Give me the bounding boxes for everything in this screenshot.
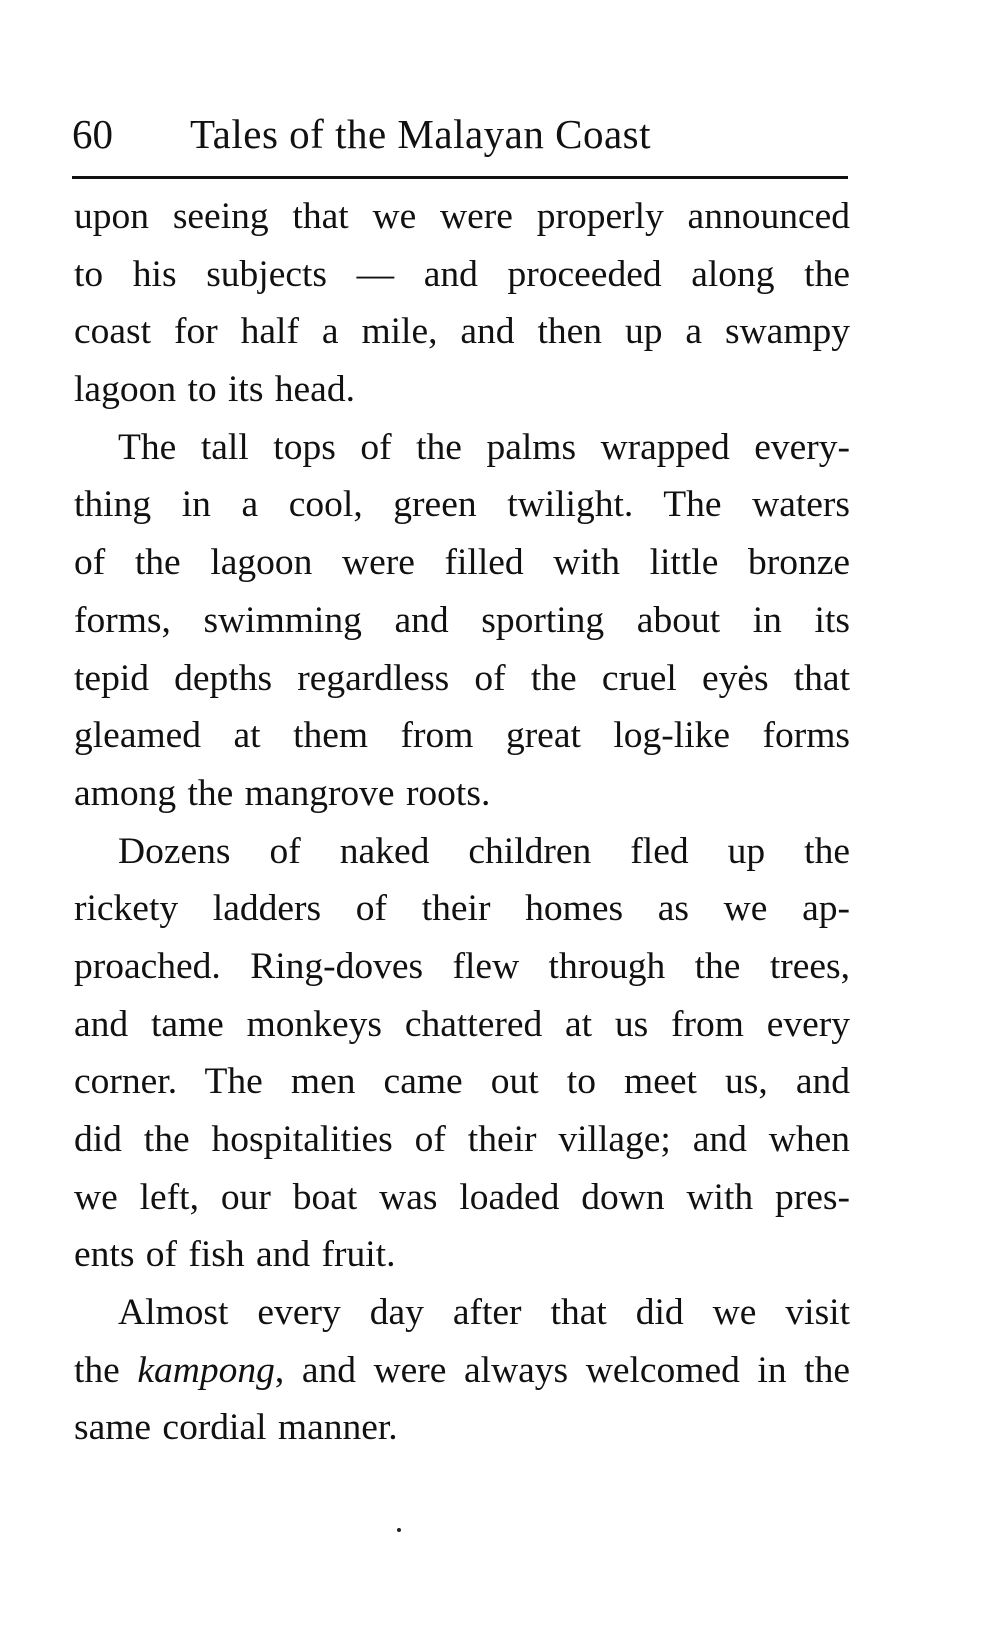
text-fragment: , and were always welcomed in the (274, 1349, 850, 1391)
text-line: Dozens of naked children fled up the (118, 830, 850, 872)
paragraph-4 (74, 1284, 850, 1457)
ink-speck (397, 1528, 401, 1532)
italic-word: kampong (137, 1349, 275, 1391)
text-line: same cordial manner. (74, 1407, 398, 1449)
text-line: upon seeing that we were properly announced (74, 196, 850, 237)
text-line: coast for half a mile, and then up a swampy (74, 311, 850, 353)
text-line: did the hospitalities of their village; and when (74, 1119, 850, 1160)
paragraph-1 (74, 188, 850, 419)
text-line: thing in a cool, green twilight. The waters (74, 484, 850, 526)
text-line: forms, swimming and sporting about in its (74, 599, 850, 641)
paragraph-2 (74, 419, 850, 823)
text-line: gleamed at them from great log-like forms (74, 715, 850, 757)
text-line: ents of fish and fruit. (74, 1234, 396, 1276)
text-line: proached. Ring-doves flew through the trees, (74, 945, 850, 987)
header-rule (72, 176, 848, 179)
text-line: lagoon to its head. (74, 369, 355, 411)
text-line: Almost every day after that did we visit (118, 1292, 850, 1334)
text-line: of the lagoon were filled with little bronze (74, 542, 850, 584)
paragraph-3 (74, 823, 850, 1285)
text-line: rickety ladders of their homes as we ap- (74, 888, 850, 930)
text-line: and tame monkeys chattered at us from every (74, 1003, 850, 1045)
text-line-with-italic (74, 1342, 850, 1400)
text-line: we left, our boat was loaded down with pres- (74, 1176, 850, 1218)
text-line: tepid depths regardless of the cruel eyės that (74, 657, 850, 699)
text-line: corner. The men came out to meet us, and (74, 1061, 850, 1103)
text-line: to his subjects — and proceeded along the (74, 253, 850, 295)
body-text (74, 188, 850, 1457)
text-line: among the mangrove roots. (74, 772, 491, 814)
running-head (72, 104, 848, 164)
text-line: The tall tops of the palms wrapped every- (118, 426, 850, 468)
text-fragment: the (74, 1349, 138, 1391)
page-number: 60 (72, 111, 113, 157)
running-title: Tales of the Malayan Coast (190, 111, 651, 157)
